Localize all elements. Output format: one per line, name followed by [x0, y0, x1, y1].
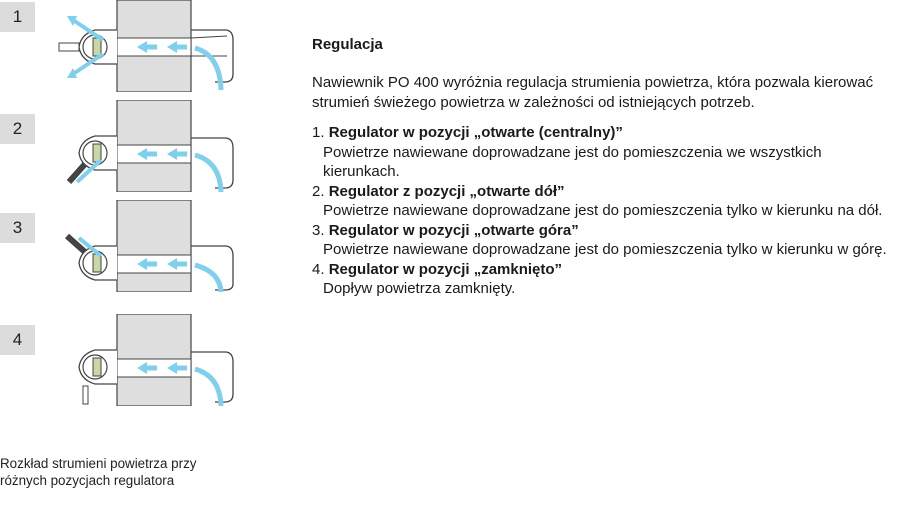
- vent-diagram-3: [55, 200, 245, 292]
- item-title: Regulator z pozycji „otwarte dół”: [328, 182, 565, 200]
- item-description: Powietrze nawiewane doprowadzane jest do pomieszczenia tylko w kierunku na dół.: [323, 202, 883, 219]
- intro-paragraph: Nawiewnik PO 400 wyróżnia regulacja strumienia powietrza, która pozwala kierować strumień świeżego powietrza w zależności od istniejących potrzeb.: [312, 74, 874, 111]
- item-number: 1.: [312, 124, 325, 141]
- item-description: Powietrze nawiewane doprowadzane jest do pomieszczenia tylko w kierunku w górę.: [323, 241, 887, 258]
- item-number: 4.: [312, 260, 325, 278]
- list-item: [312, 221, 902, 260]
- item-description: Powietrze nawiewane doprowadzane jest do pomieszczenia we wszystkich kierunkach.: [323, 143, 822, 180]
- figure-number-4: 4: [0, 325, 35, 355]
- item-title: Regulator w pozycji „otwarte góra”: [328, 221, 579, 239]
- vent-diagram-1: [55, 0, 245, 92]
- figure-number-3: 3: [0, 213, 35, 243]
- item-title: Regulator w pozycji „zamknięto”: [328, 260, 563, 278]
- section-heading: Regulacja: [312, 36, 383, 53]
- regulator-positions-list: [312, 123, 902, 299]
- figure-number-2: 2: [0, 114, 35, 144]
- figure-number-1: 1: [0, 2, 35, 32]
- item-number: 2.: [312, 182, 325, 200]
- list-item: [312, 182, 902, 221]
- item-title: Regulator w pozycji „otwarte (centralny)”: [328, 124, 623, 141]
- list-item: [312, 123, 902, 182]
- vent-diagram-4: [55, 314, 245, 406]
- content-column: [312, 36, 902, 299]
- list-item: [312, 260, 902, 299]
- vent-diagram-2: [55, 100, 245, 192]
- figure-caption: Rozkład strumieni powietrza przy różnych pozycjach regulatora: [0, 456, 197, 488]
- item-description: Dopływ powietrza zamknięty.: [323, 280, 516, 297]
- item-number: 3.: [312, 221, 325, 239]
